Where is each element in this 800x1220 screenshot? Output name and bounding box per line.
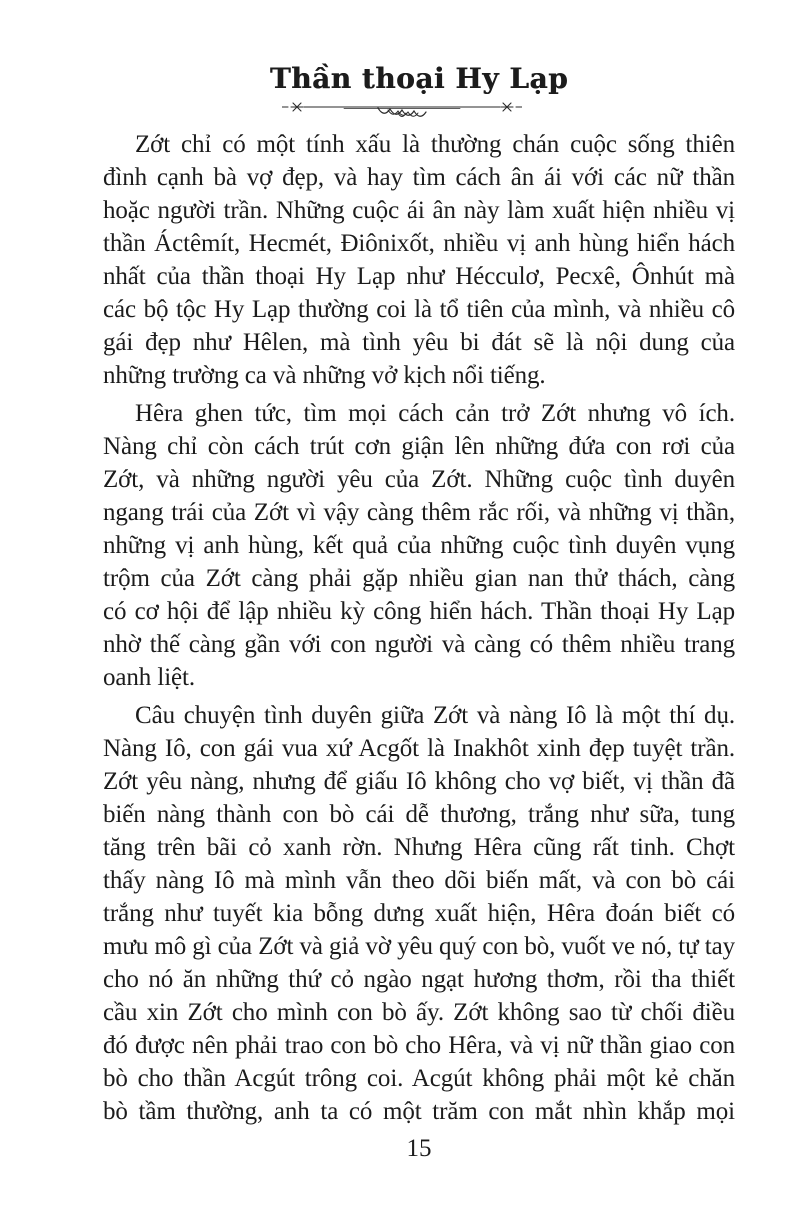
text-line: Zớt, và những người yêu của Zớt. Những cuộc tình duyên — [103, 466, 735, 493]
text-line: có cơ hội để lập nhiều kỳ công hiển hách. Thần thoại Hy Lạp — [103, 598, 735, 625]
text-line: những vị anh hùng, kết quả của những cuộc tình duyên vụng — [103, 532, 735, 559]
text-line: mưu mô gì của Zớt và giả vờ yêu quý con bò, vuốt ve nó, tự tay — [103, 933, 735, 960]
paragraph — [103, 397, 735, 694]
text-line: biến nàng thành con bò cái dễ thương, trắng như sữa, tung — [103, 801, 735, 828]
text-line: bò tầm thường, anh ta có một trăm con mắt nhìn khắp mọi — [103, 1098, 735, 1125]
text-line: thấy nàng Iô mà mình vẫn theo dõi biến mất, và con bò cái — [103, 867, 735, 894]
paragraph — [103, 699, 735, 1128]
text-line: Nàng chỉ còn cách trút cơn giận lên những đứa con rơi của — [103, 433, 735, 460]
text-line: cầu xin Zớt cho mình con bò ấy. Zớt không sao từ chối điều — [103, 999, 735, 1026]
text-line: tăng trên bãi cỏ xanh rờn. Nhưng Hêra cũng rất tinh. Chợt — [103, 834, 735, 861]
text-line: Câu chuyện tình duyên giữa Zớt và nàng Iô là một thí dụ. — [135, 702, 735, 729]
page-footer — [103, 1134, 735, 1164]
ornamental-divider — [282, 100, 522, 126]
text-line: gái đẹp như Hêlen, mà tình yêu bi đát sẽ là nội dung của — [103, 329, 735, 356]
text-line: ngang trái của Zớt vì vậy càng thêm rắc rối, và những vị thần, — [103, 499, 735, 526]
ornamental-divider-icon — [282, 100, 522, 126]
page-number: 15 — [406, 1135, 432, 1162]
text-line: đó được nên phải trao con bò cho Hêra, và vị nữ thần giao con — [103, 1032, 735, 1059]
body-text — [103, 128, 735, 1133]
paragraph — [103, 128, 735, 392]
text-line: đình cạnh bà vợ đẹp, và hay tìm cách ân ái với các nữ thần — [103, 164, 735, 191]
text-line: nhất của thần thoại Hy Lạp như Hécculơ, Pecxê, Ônhút mà — [103, 263, 735, 290]
text-line: Zớt yêu nàng, nhưng để giấu Iô không cho vợ biết, vị thần đã — [103, 768, 735, 795]
text-line: oanh liệt. — [103, 664, 196, 691]
text-line: thần Áctêmít, Hecmét, Điônixốt, nhiều vị anh hùng hiển hách — [103, 230, 735, 257]
text-line: nhờ thế càng gần với con người và càng có thêm nhiều trang — [103, 631, 735, 658]
text-line: các bộ tộc Hy Lạp thường coi là tổ tiên của mình, và nhiều cô — [103, 296, 735, 323]
text-line: cho nó ăn những thứ cỏ ngào ngạt hương thơm, rồi tha thiết — [103, 966, 735, 993]
page-title: Thần thoại Hy Lạp — [269, 62, 569, 95]
text-line: trắng như tuyết kia bỗng dưng xuất hiện, Hêra đoán biết có — [103, 900, 735, 927]
text-line: trộm của Zớt càng phải gặp nhiều gian nan thử thách, càng — [103, 565, 735, 592]
text-line: Hêra ghen tức, tìm mọi cách cản trở Zớt nhưng vô ích. — [135, 400, 735, 427]
text-line: Nàng Iô, con gái vua xứ Acgốt là Inakhôt xinh đẹp tuyệt trần. — [103, 735, 735, 762]
text-line: hoặc người trần. Những cuộc ái ân này làm xuất hiện nhiều vị — [103, 197, 735, 224]
text-line: những trường ca và những vở kịch nổi tiếng. — [103, 362, 546, 389]
text-line: bò cho thần Acgút trông coi. Acgút không phải một kẻ chăn — [103, 1065, 735, 1092]
text-line: Zớt chỉ có một tính xấu là thường chán cuộc sống thiên — [135, 131, 735, 158]
